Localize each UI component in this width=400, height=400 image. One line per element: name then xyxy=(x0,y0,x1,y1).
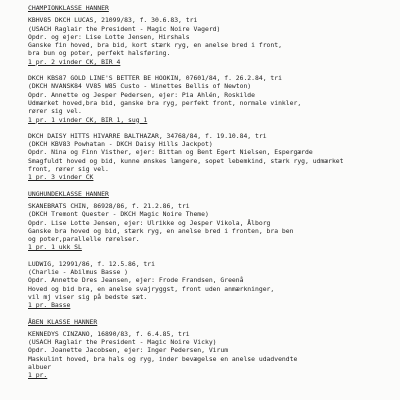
entry-breeder-owner: Opdr. Lise Lotte Jensen, ejer: Ulrikke og Jesper Vikola, Ålborg xyxy=(28,218,271,227)
entry-breeder-owner: Opdr. Joanette Jacobsen, ejer: Inger Pedersen, Virum xyxy=(28,346,229,355)
entry-critique: vil mj viser sig på bedste sæt. xyxy=(28,292,148,301)
section-unghundeklasse xyxy=(28,190,390,310)
dog-entry xyxy=(28,16,390,66)
entry-breeder-owner: Opdr. Nina og Finn Visther, ejer: Bittan og Bent Egert Nielsen, Espergærde xyxy=(28,148,313,157)
entry-title: KBHV85 DKCH LUCAS, 21099/83, f. 30.6.83, tri xyxy=(28,16,198,25)
entry-critique: og poter,parallelle rørelser. xyxy=(28,235,140,244)
section-header-championklasse: CHAMPIONKLASSE HANNER xyxy=(28,4,109,12)
entry-title: DKCH KBS87 GOLD LINE'S BETTER BE HOOKIN, 07601/84, f. 26.2.84, tri xyxy=(28,74,282,83)
section-aaben-klasse xyxy=(28,318,390,380)
entry-breeder-owner: Opdr. Annette og Jesper Pedersen, ejer: Pia Ahlén, Roskilde xyxy=(28,90,256,99)
entry-pedigree: (Charlie - Abilmus Basse ) xyxy=(28,268,129,277)
section-championklasse xyxy=(28,16,390,181)
entry-pedigree: (USACH Raglair the President - Magic Noire Vagerd) xyxy=(28,24,221,33)
entry-title: SKANEBRATS CHIN, 86928/86, f. 21.2.86, tri xyxy=(28,201,190,210)
entry-critique: rører sig vel. xyxy=(28,107,82,116)
entry-critique: front, rører sig vel. xyxy=(28,165,109,174)
entry-critique: bra bun og poter, perfekt halsføring. xyxy=(28,49,171,58)
entry-pedigree: (DKCH NVANSK84 VV85 W85 Custo - Winettes Bellis of Newton) xyxy=(28,82,252,91)
entry-result: 1 pr. 3 vinder CK xyxy=(28,173,94,182)
entry-pedigree: (DKCH Tremont Quester - DKCH Magic Noire Theme) xyxy=(28,210,209,219)
entry-result: 1 pr. xyxy=(28,371,48,380)
entry-title: DKCH DAISY HITTS HIVARRE BALTHAZAR, 34768/84, f. 19.10.84, tri xyxy=(28,131,267,140)
entry-result: 1 pr. 1 vinder CK, BIR 1, sug 1 xyxy=(28,115,148,124)
dog-entry xyxy=(28,202,390,252)
entry-pedigree: (DKCH KBV83 Powhatan - DKCH Daisy Hills Jackpot) xyxy=(28,140,213,149)
entry-critique: Maskulint hoved, bra hals og ryg, inder bevægelse en anelse udadvendte xyxy=(28,354,298,363)
dog-entry xyxy=(28,132,390,182)
entry-critique: Udmærket hoved,bra bid, ganske bra ryg, perfekt front, normale vinkler, xyxy=(28,98,302,107)
entry-result: 1 pr. 1 ukk SL xyxy=(28,243,82,252)
entry-pedigree: (USACH Raglair the President - Magic Noire Vicky) xyxy=(28,338,217,347)
section-header-aaben-klasse: ÅBEN KLASSE HANNER xyxy=(28,317,98,326)
entry-breeder-owner: Opdr. Annette Dres Jeansen, ejer: Frode Frandsen, Greenå xyxy=(28,276,244,285)
dog-entry xyxy=(28,74,390,124)
entry-breeder-owner: Opdr. og ejer: Lise Lotte Jensen, Hirshals xyxy=(28,32,190,41)
entry-critique: Ganske bra hoved og bid, stærk ryg, en anelse bred i fronten, bra ben xyxy=(28,226,294,235)
entry-result: 1 pr. 2 vinder CK, BIR 4 xyxy=(28,57,121,66)
entry-critique: albuer xyxy=(28,362,52,371)
dog-entry xyxy=(28,260,390,310)
entry-title: KENNEDYS CINZANO, 16890/83, f. 6.4.85, tri xyxy=(28,329,190,338)
dog-entry xyxy=(28,330,390,380)
entry-critique: Hoved og bid bra, en anelse svajryggst, front uden anmærkninger, xyxy=(28,284,275,293)
entry-result: 1 pr. Basse xyxy=(28,301,71,310)
section-header-unghundeklasse: UNGHUNDEKLASSE HANNER xyxy=(28,189,109,198)
document-content xyxy=(28,4,390,380)
entry-critique: Ganske fin hoved, bra bid, kort stærk ryg, en anelse bred i front, xyxy=(28,41,282,50)
entry-title: LUDWIG, 12991/86, f. 12.5.86, tri xyxy=(28,259,155,268)
entry-critique: Smagfuldt hoved og bid, kunne ønskes længere, sopet lebemkind, stærk ryg, udmærket xyxy=(28,156,344,165)
